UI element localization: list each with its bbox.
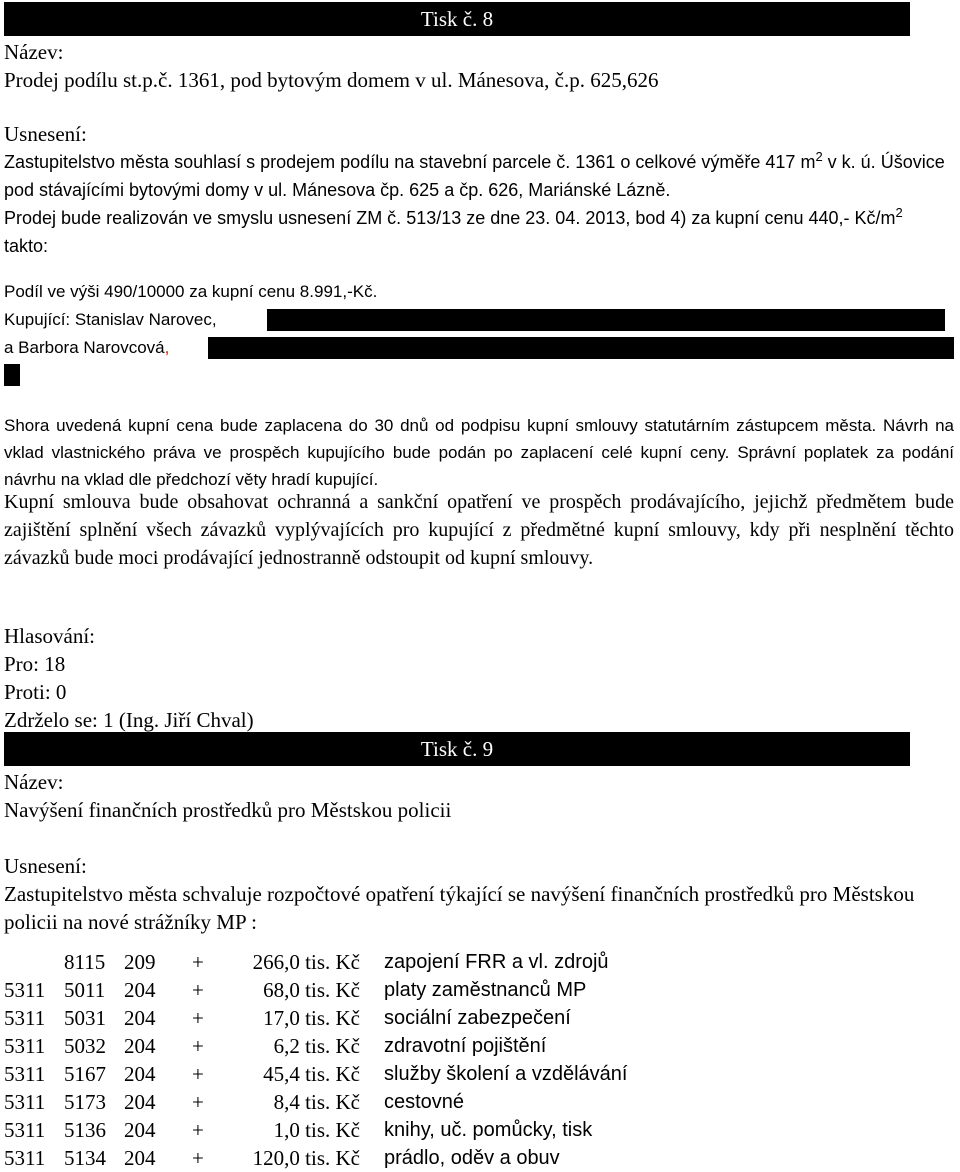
tisk9-nazev: Navýšení finančních prostředků pro Městskou policii (4, 798, 452, 822)
budget-row (4, 1116, 904, 1144)
budget-paragraf: 5311 (4, 1034, 46, 1058)
budget-description: zapojení FRR a vl. zdrojů (384, 951, 609, 973)
budget-sign: + (192, 1062, 204, 1086)
budget-row (4, 948, 904, 976)
budget-paragraf: 5311 (4, 1090, 46, 1114)
budget-amount: 45,4 tis. Kč (263, 1062, 360, 1086)
tisk8-usneseni-line2-post: takto: (4, 236, 49, 256)
budget-sign: + (192, 1118, 204, 1142)
tisk8-usneseni-sup1: 2 (815, 149, 823, 164)
budget-org: 204 (124, 1006, 156, 1030)
tisk8-vote-pro: Pro: 18 (4, 652, 66, 676)
budget-polozka: 8115 (64, 950, 106, 974)
budget-row (4, 1088, 904, 1116)
tisk8-vote-zdrzelo: Zdrželo se: 1 (Ing. Jiří Chval) (4, 708, 254, 732)
budget-paragraf: 5311 (4, 1146, 46, 1170)
budget-amount: 8,4 tis. Kč (273, 1090, 360, 1114)
redaction-box-3 (4, 364, 20, 386)
tisk8-paragraph-1: Shora uvedená kupní cena bude zaplacena do 30 dnů od podpisu kupní smlouvy statutárním zástupcem města. Návrh na vklad vlastnického práva ve prospěch kupujícího bude podán po zaplacení celé kupní ceny. Správní poplatek za podání návrhu na vklad dle předchozí věty hradí kupující. (4, 416, 954, 489)
budget-amount: 266,0 tis. Kč (252, 950, 360, 974)
budget-row (4, 976, 904, 1004)
budget-row (4, 1032, 904, 1060)
budget-sign: + (192, 950, 204, 974)
budget-row (4, 1004, 904, 1032)
budget-description: zdravotní pojištění (384, 1035, 547, 1057)
budget-org: 204 (124, 1034, 156, 1058)
budget-org: 209 (124, 950, 156, 974)
tisk8-usneseni-text-1 (4, 148, 959, 204)
budget-sign: + (192, 1090, 204, 1114)
budget-amount: 1,0 tis. Kč (273, 1118, 360, 1142)
tisk8-header-bar (4, 2, 910, 36)
budget-polozka: 5031 (64, 1006, 106, 1030)
tisk8-usneseni-text-2 (4, 204, 949, 260)
budget-paragraf: 5311 (4, 978, 46, 1002)
tisk8-paragraph-2: Kupní smlouva bude obsahovat ochranná a sankční opatření ve prospěch prodávajícího, jejichž předmětem bude zajištění splnění všech závazků vyplývajících pro kupující z předmětné kupní smlouvy, kdy při nesplnění těchto závazků bude moci prodávající jednostranně odstoupit od kupní smlouvy. (4, 491, 954, 569)
budget-org: 204 (124, 1062, 156, 1086)
budget-sign: + (192, 1006, 204, 1030)
budget-polozka: 5136 (64, 1118, 106, 1142)
budget-polozka: 5032 (64, 1034, 106, 1058)
budget-polozka: 5011 (64, 978, 106, 1002)
tisk8-kupujici-1: Kupující: Stanislav Narovec, (4, 310, 217, 329)
tisk9-usneseni-label: Usnesení: (4, 854, 87, 878)
budget-description: cestovné (384, 1091, 465, 1113)
redaction-box-1 (267, 309, 945, 331)
budget-org: 204 (124, 1118, 156, 1142)
tisk8-kupujici-2-comma: , (164, 338, 170, 357)
tisk8-vote-proti: Proti: 0 (4, 680, 67, 704)
budget-description: služby školení a vzdělávání (384, 1063, 628, 1085)
tisk8-kupujici-2 (4, 334, 169, 361)
budget-description: prádlo, oděv a obuv (384, 1147, 560, 1169)
tisk9-usneseni-text: Zastupitelstvo města schvaluje rozpočtové opatření týkající se navýšení finančních prostředků pro Městskou policii na nové strážníky MP : (4, 882, 915, 934)
budget-org: 204 (124, 1090, 156, 1114)
tisk8-usneseni-sup2: 2 (895, 205, 903, 220)
budget-paragraf: 5311 (4, 1062, 46, 1086)
tisk8-usneseni-line2-pre: Prodej bude realizován ve smyslu usnesení ZM č. 513/13 ze dne 23. 04. 2013, bod 4) za kupní cenu 440,- Kč/m (4, 208, 896, 228)
budget-polozka: 5173 (64, 1090, 106, 1114)
tisk8-nazev-label: Název: (4, 40, 64, 64)
tisk8-usneseni-label: Usnesení: (4, 122, 87, 146)
budget-row (4, 1060, 904, 1088)
tisk9-header-title: Tisk č. 9 (420, 737, 494, 761)
budget-org: 204 (124, 978, 156, 1002)
budget-sign: + (192, 978, 204, 1002)
budget-polozka: 5134 (64, 1146, 106, 1170)
tisk8-podil: Podíl ve výši 490/10000 za kupní cenu 8.991,-Kč. (4, 282, 378, 301)
budget-polozka: 5167 (64, 1062, 106, 1086)
budget-amount: 6,2 tis. Kč (273, 1034, 360, 1058)
budget-row (4, 1144, 904, 1172)
budget-paragraf: 5311 (4, 1118, 46, 1142)
budget-sign: + (192, 1146, 204, 1170)
tisk9-header-bar (4, 732, 910, 766)
budget-amount: 68,0 tis. Kč (263, 978, 360, 1002)
budget-description: platy zaměstnanců MP (384, 979, 587, 1001)
tisk8-header-title: Tisk č. 8 (420, 7, 494, 31)
tisk8-nazev: Prodej podílu st.p.č. 1361, pod bytovým domem v ul. Mánesova, č.p. 625,626 (4, 68, 659, 92)
redaction-box-2 (208, 337, 954, 359)
budget-amount: 17,0 tis. Kč (263, 1006, 360, 1030)
budget-paragraf: 5311 (4, 1006, 46, 1030)
budget-description: knihy, uč. pomůcky, tisk (384, 1119, 593, 1141)
budget-description: sociální zabezpečení (384, 1007, 571, 1029)
budget-amount: 120,0 tis. Kč (252, 1146, 360, 1170)
budget-org: 204 (124, 1146, 156, 1170)
budget-sign: + (192, 1034, 204, 1058)
tisk8-usneseni-line1-post: v k. ú. Úšovice pod stávajícími bytovými domy v ul. Mánesova čp. 625 a čp. 626, Mariánské Lázně. (4, 152, 945, 200)
tisk8-kupujici-2-name: a Barbora Narovcová (4, 338, 165, 357)
tisk9-nazev-label: Název: (4, 770, 64, 794)
tisk8-usneseni-line1-pre: Zastupitelstvo města souhlasí s prodejem podílu na stavební parcele č. 1361 o celkové výměře 417 m (4, 152, 816, 172)
tisk8-hlasovani-label: Hlasování: (4, 624, 95, 648)
